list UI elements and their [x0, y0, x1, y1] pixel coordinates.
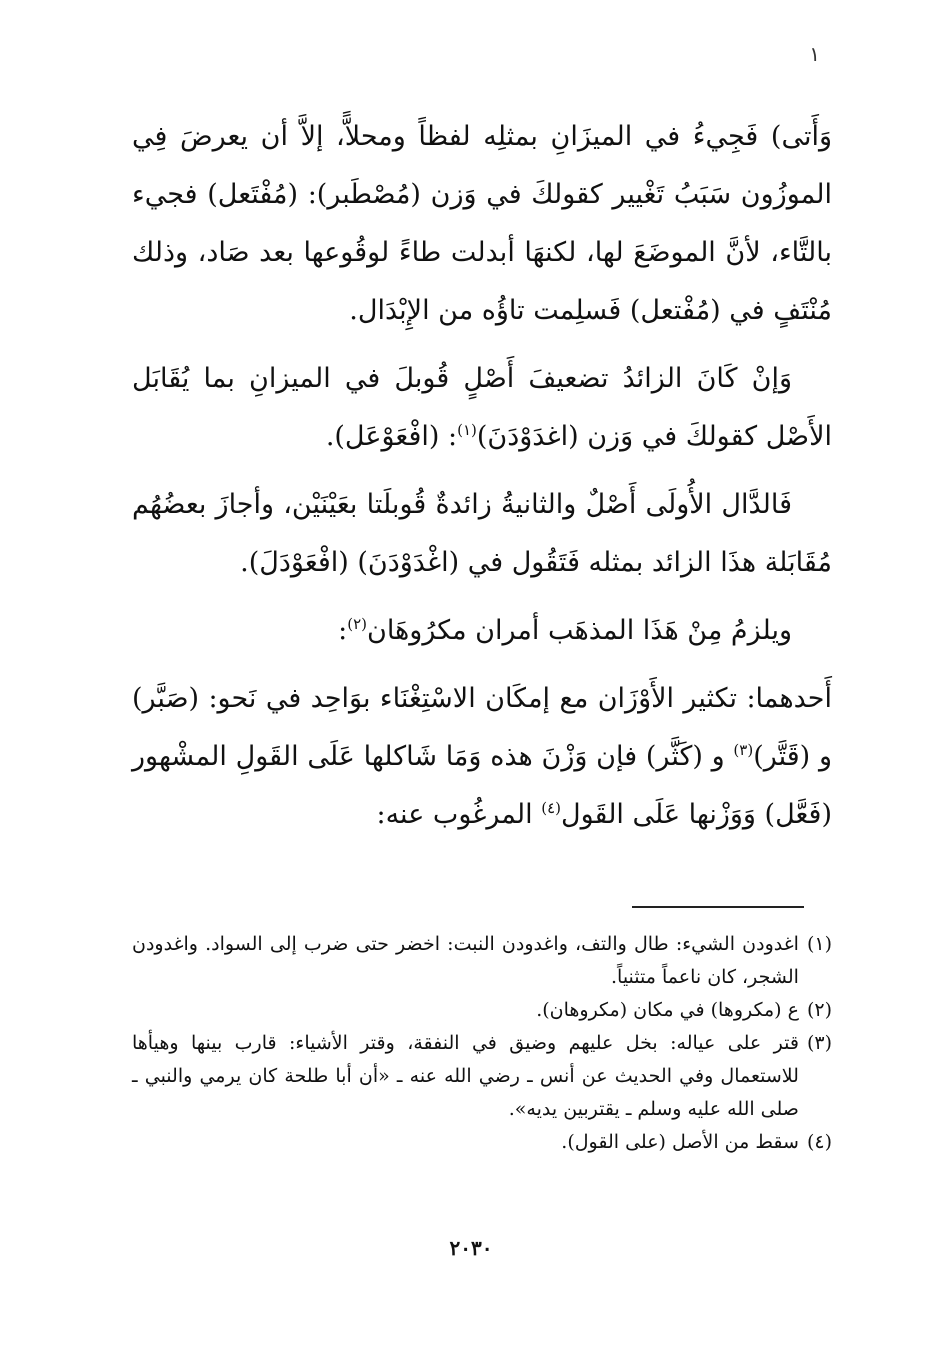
corner-mark: ١	[809, 42, 820, 66]
footnote	[132, 994, 832, 1027]
footnote-text: اغدودن الشيء: طال والتف، واغدودن النبت: اخضر حتى ضرب إلى السواد. واغدودن الشجر، كان ناعماً متثنياً.	[132, 933, 799, 988]
text-run: :	[338, 615, 348, 646]
footnote-number: (٤)	[806, 1131, 832, 1153]
text-run: وَإنْ كَانَ الزائدُ تضعيفَ أَصْلٍ قُوبلَ في الميزانِ بما يُقَابَل الأَصْل كقولكَ في وَزن (اغدَوْدَنَ)	[132, 363, 832, 452]
text-run: ويلزمُ مِنْ هَذَا المذهَب أمران مكرُوهَان	[367, 615, 792, 646]
footnote-ref: (٤)	[541, 799, 561, 817]
paragraph	[132, 350, 832, 466]
text-run: و (كَثَّر) فإن وَزْنَ هذه وَمَا شَاكلها عَلَى القَولِ المشْهور (فَعَّل) وَوَزْنها عَلَى القَول	[132, 741, 832, 830]
footnote-number: (٢)	[806, 999, 832, 1021]
footnote	[132, 928, 832, 994]
footnote-text: سقط من الأصل (على القول).	[561, 1131, 799, 1153]
text-run: المرغُوب عنه:	[376, 799, 542, 830]
paragraph	[132, 108, 832, 340]
footnote-separator	[632, 906, 804, 908]
footnote-ref: (٣)	[733, 741, 754, 759]
page-number: ٢٠٣٠	[449, 1236, 493, 1260]
main-text	[132, 108, 832, 854]
text-run: أَحدهما: تكثير الأَوْزَان مع إمكَان الاسْتِغْنَاء بوَاحِد في نَحو: (صَبَّر) و (قَتَّر)	[132, 683, 833, 772]
footnote	[132, 1126, 832, 1159]
footnote-number: (١)	[806, 933, 832, 955]
paragraph	[132, 602, 832, 660]
text-run: وَأَتى) فَجِيءُ في الميزَانِ بمثلِه لفظاً ومحلاًّ، إلاَّ أن يعرضَ فِي الموزُون سَبَبُ تَغْيير كقولكَ في وَزن (مُصْطَبر): (مُفْتَعل) فجيء بالتَّاء، لأنَّ الموضَعَ لها، لكنهَا أبدلت طاءً لوقُوعها بعد صَاد، وذلك مُنْتَفٍ في (مُفْتعل) فَسلِمت تاؤُه من الإِبْدَال.	[132, 121, 832, 326]
footnote-number: (٣)	[806, 1032, 832, 1054]
footnotes	[132, 928, 832, 1159]
footnote-ref: (١)	[457, 421, 477, 439]
footnote	[132, 1027, 832, 1126]
paragraph	[132, 670, 832, 844]
footnote-ref: (٢)	[347, 615, 367, 633]
text-run: : (افْعَوْعَل).	[325, 421, 458, 452]
footnote-text: قتر على عياله: بخل عليهم وضيق في النفقة، وقتر الأشياء: قارب بينها وهيأها للاستعمال وفي الحديث عن أنس ـ رضي الله عنه ـ «أن أبا طلحة كان يرمي والنبي ـ صلى الله عليه وسلم ـ يقتربين يديه».	[132, 1032, 799, 1120]
footnote-text: ع (مكروها) في مكان (مكروهان).	[536, 999, 799, 1021]
text-run: فَالدَّال الأُولَى أَصْلٌ والثانيةُ زائدةٌ قُوبلَتا بعَيْنَيْن، وأجازَ بعضُهُم مُقَابَلة هذَا الزائد بمثله فَتَقُول في (اغْدَوْدَنَ) (افْعَوْدَلَ).	[132, 489, 832, 578]
paragraph	[132, 476, 832, 592]
